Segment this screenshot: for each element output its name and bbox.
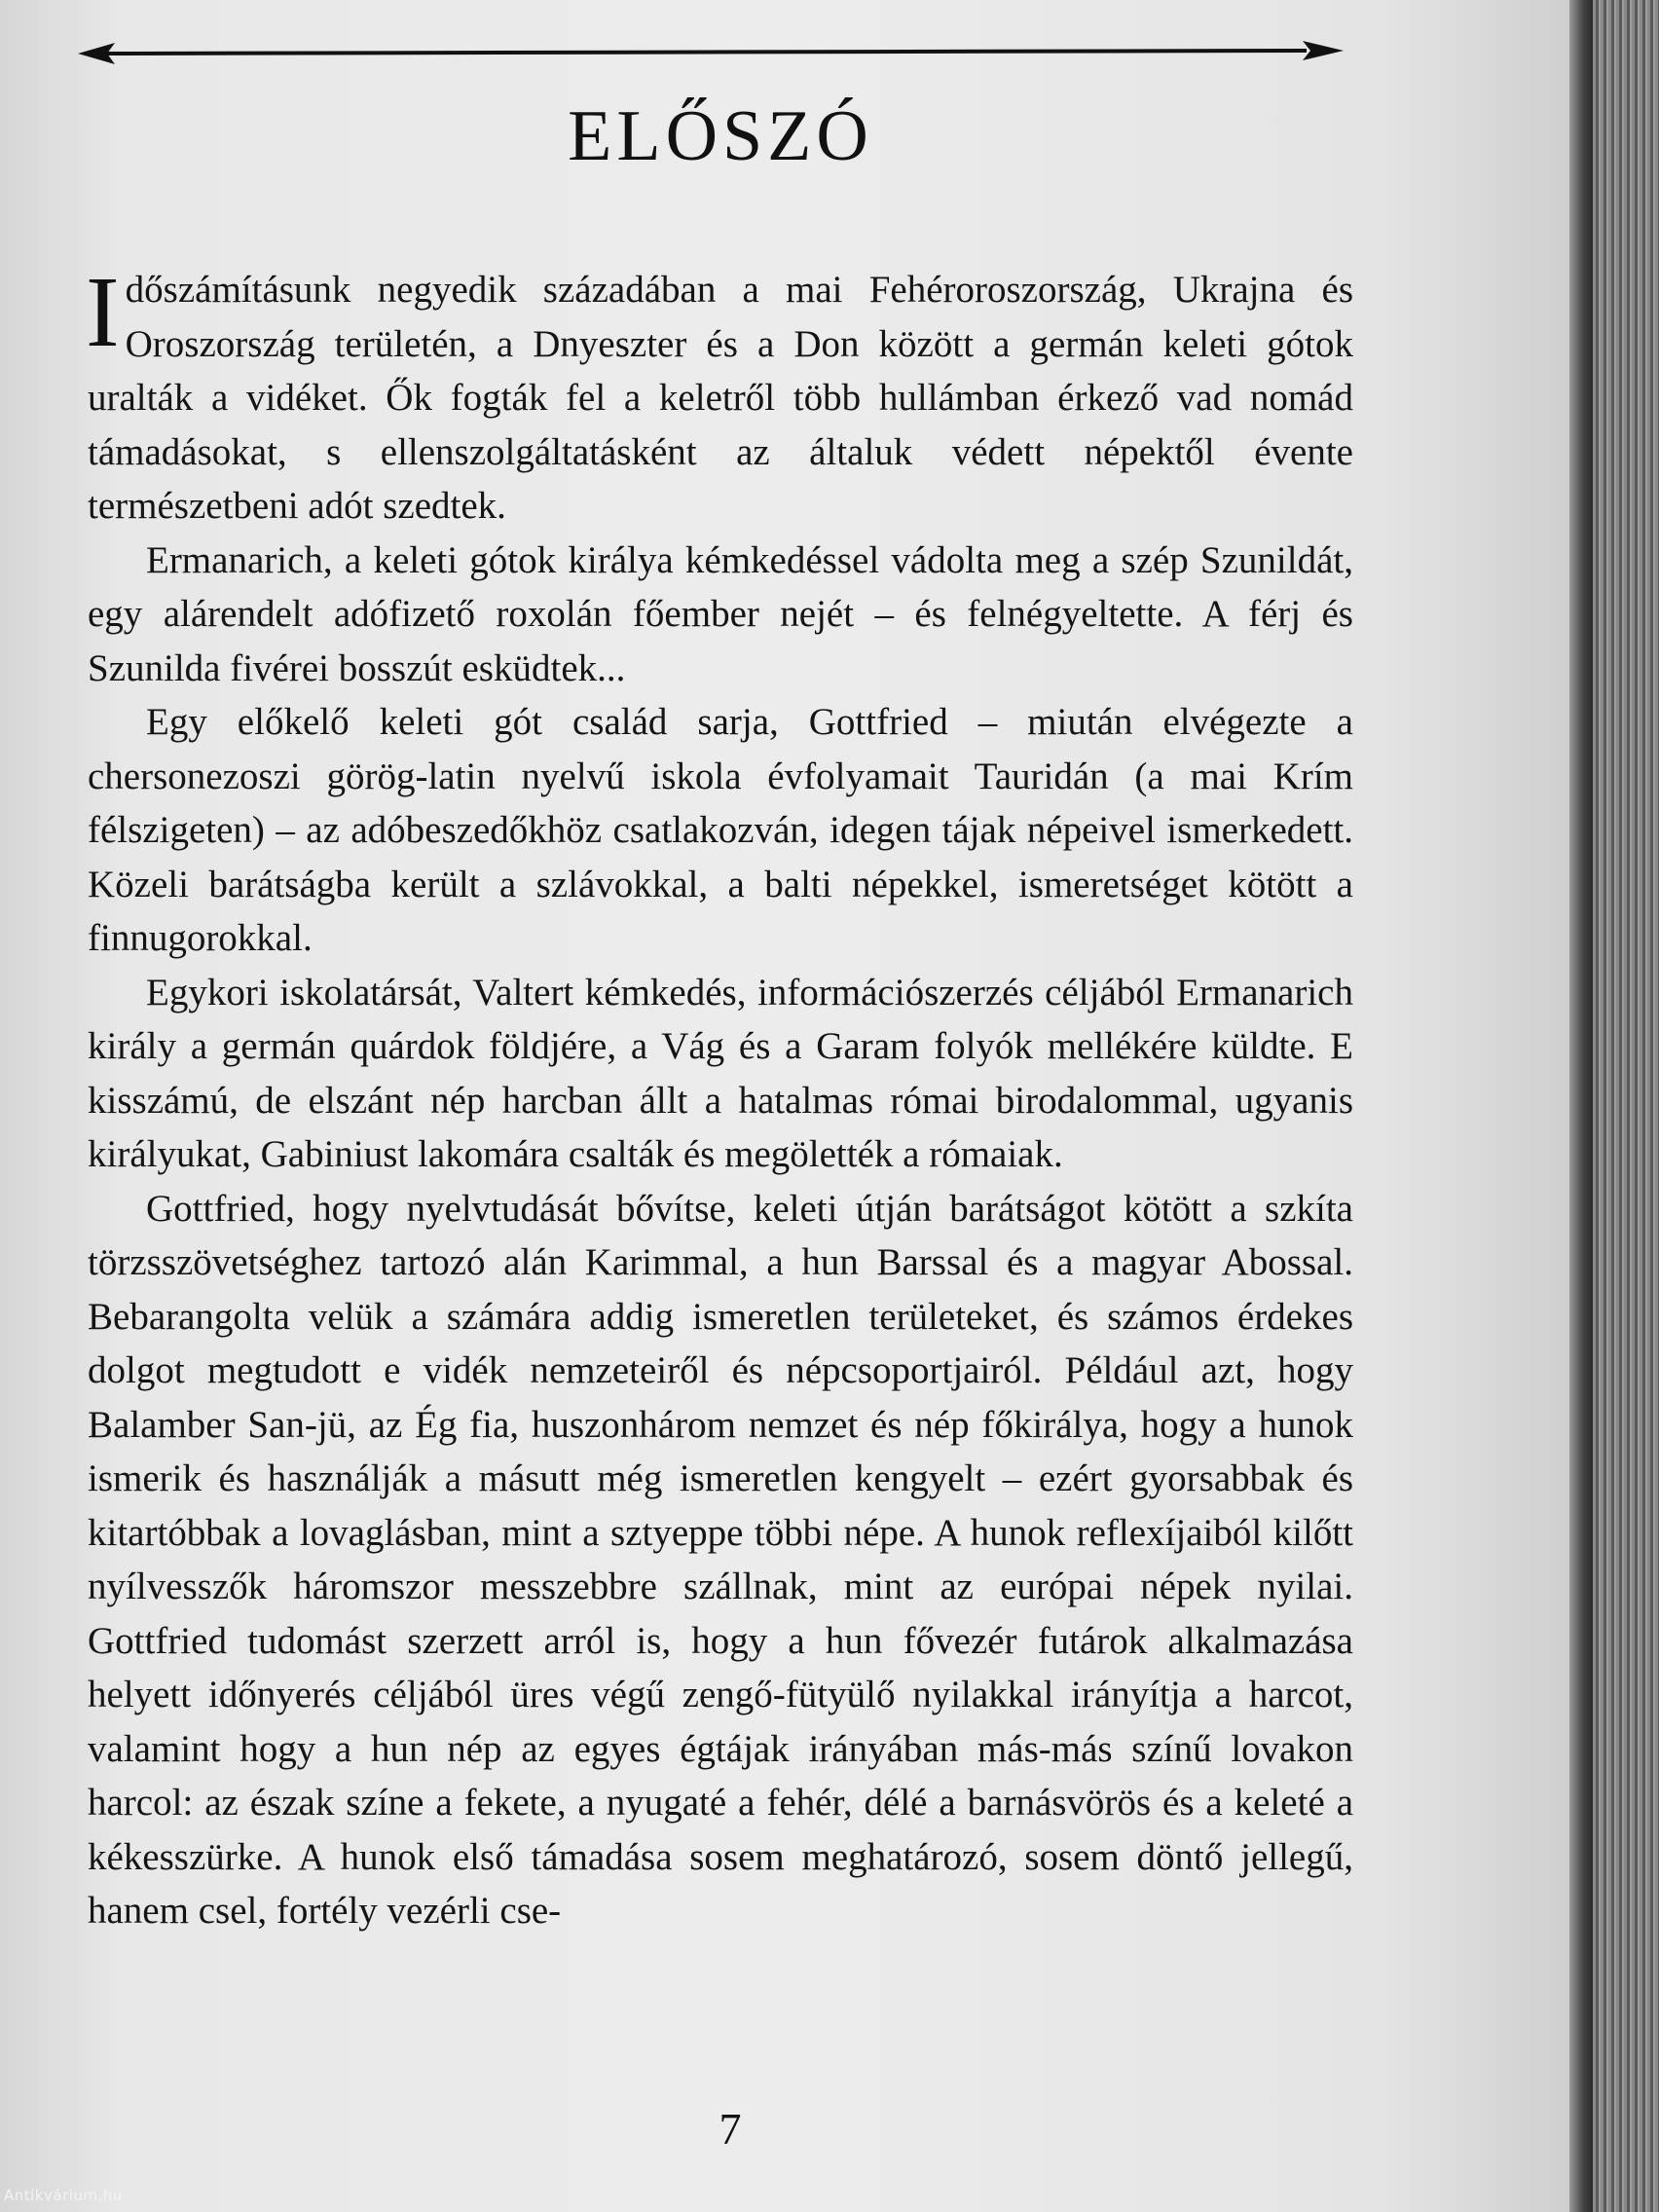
paragraph-5: Gottfried, hogy nyelvtudását bővítse, keleti útján barátságot kötött a szkíta törzsszövetséghez tartozó alán Karimmal, a hun Barssal és a magyar Abossal. Bebarangolta velük a számára addig ismeretlen területeket, és számos érdekes dolgot megtudott e vidék nemzeteiről és népcsoportjairól. Például azt, hogy Balamber San-jü, az Ég fia, huszonhárom nemzet és nép főkirálya, hogy a hunok ismerik és használják a másutt még ismeretlen kengyelt – ezért gyorsabbak és kitartóbbak a lovaglásban, mint a sztyeppe többi népe. A hunok reflexíjaiból kilőtt nyílvesszők háromszor messzebbre szállnak, mint az európai népek nyilai. Gottfried tudomást szerzett arról is, hogy a hun fővezér futárok alkalmazása helyett időnyerés céljából üres végű zengő-fütyülő nyilakkal irányítja a harcot, valamint hogy a hun nép az egyes égtájak irányában más-más színű lovakon harcol: az észak színe a fekete, a nyugaté a fehér, délé a barnásvörös és a keleté a kékesszürke. A hunok első támadása sosem meghatározó, sosem döntő jellegű, hanem csel, fortély vezérli cse- [88, 1187, 1353, 1932]
paragraph-3: Egy előkelő keleti gót család sarja, Gottfried – miután elvégezte a chersonezoszi görög-latin nyelvű iskola évfolyamait Tauridán (a mai Krím félszigeten) – az adóbeszedőkhöz csatlakozván, idegen tájak népeivel ismerkedett. Közeli barátságba került a szlávokkal, a balti népekkel, ismeretséget kötött a finnugorokkal. [88, 701, 1353, 959]
paragraph-4: Egykori iskolatársát, Valtert kémkedés, információszerzés céljából Ermanarich király a germán quárdok földjére, a Vág és a Garam folyók mellékére küldte. E kisszámú, de elszánt nép harcban állt a hatalmas római birodalommal, ugyanis királyukat, Gabiniust lakomára csalták és megölették a rómaiak. [88, 971, 1353, 1175]
book-spine-shadow [1569, 0, 1593, 2212]
page-number: 7 [719, 2104, 742, 2154]
watermark: Antikvárium.hu [4, 2187, 123, 2204]
chapter-title: ELŐSZÓ [568, 96, 873, 176]
arrow-ornament [78, 39, 1344, 68]
paragraph-1 [86, 256, 1353, 534]
paragraph-1-text: dőszámításunk negyedik századában a mai Fehéroroszország, Ukrajna és Oroszország területén, a Dnyeszter és a Don között a germán keleti gótok uralták a vidéket. Ők fogták fel a keletről több hullámban érkező vad nomád támadásokat, s ellenszolgáltatásként az általuk védett népektől évente természetbeni adót szedtek. [88, 269, 1353, 527]
body-text [86, 256, 1353, 1938]
page-edges [1593, 0, 1659, 2212]
paragraph-2: Ermanarich, a keleti gótok királya kémkedéssel vádolta meg a szép Szunildát, egy alárendelt adófizető roxolán főember nejét – és felnégyeltette. A férj és Szunilda fivérei bosszút esküdtek... [88, 538, 1353, 689]
drop-cap: I [86, 256, 120, 368]
